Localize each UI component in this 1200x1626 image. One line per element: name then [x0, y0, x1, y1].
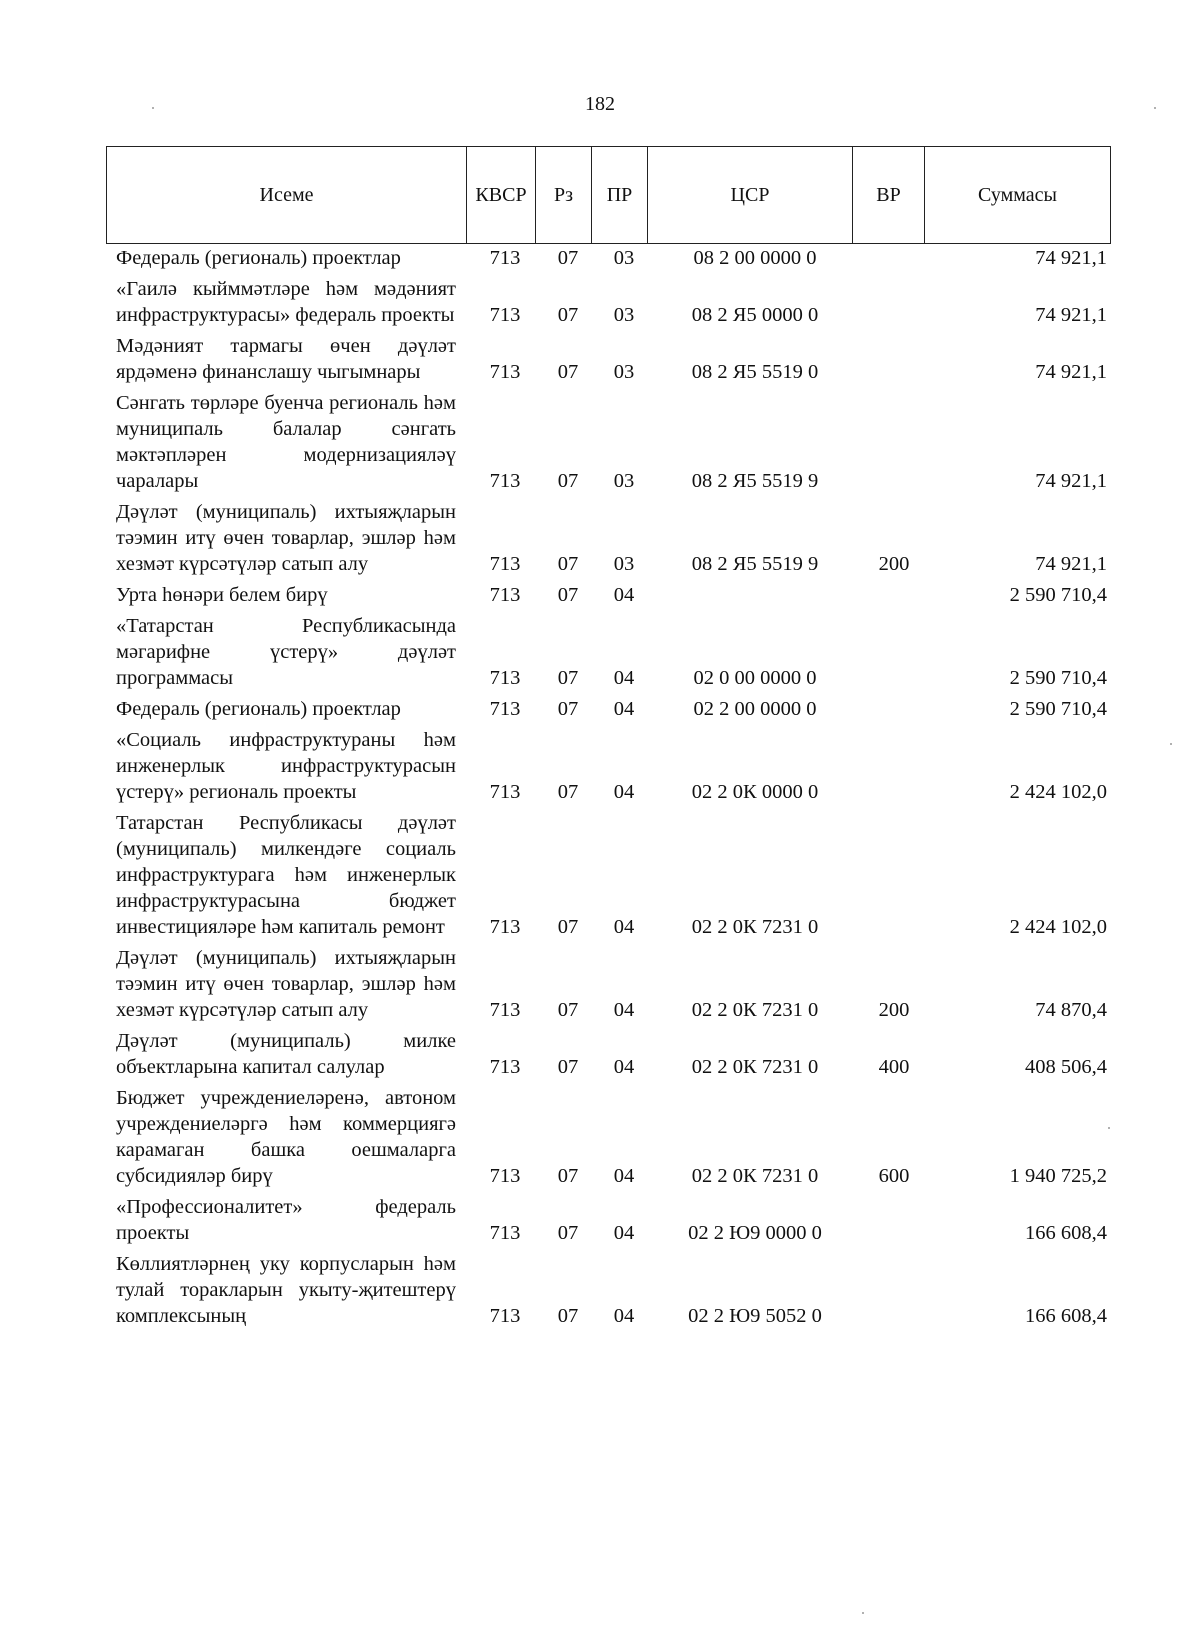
scan-speck: [1108, 1127, 1110, 1129]
row-kvsr: 713: [489, 698, 521, 720]
table-row: [116, 727, 1111, 805]
row-rz: 07: [557, 1056, 579, 1078]
row-rz: 07: [557, 781, 579, 803]
row-csr: 08 2 Я5 5519 9: [691, 470, 819, 492]
row-name: Дәүләт (муниципаль) ихтыяҗларын тәэмин итү өчен товарлар, эшләр һәм хезмәт күрсәтүләр сатып алу: [116, 947, 456, 1021]
row-csr: 02 2 0К 7231 0: [691, 999, 819, 1021]
row-csr: 02 2 0К 7231 0: [691, 916, 819, 938]
header-pr: ПР: [592, 147, 648, 243]
row-pr: 03: [613, 304, 635, 326]
row-sum: 2 590 710,4: [1009, 584, 1107, 606]
row-pr: 04: [613, 999, 635, 1021]
row-rz: 07: [557, 999, 579, 1021]
row-name: Дәүләт (муниципаль) ихтыяҗларын тәэмин итү өчен товарлар, эшләр һәм хезмәт күрсәтүләр сатып алу: [116, 501, 456, 575]
row-pr: 04: [613, 667, 635, 689]
row-vr: 400: [878, 1056, 910, 1078]
row-csr: 02 2 0К 7231 0: [691, 1165, 819, 1187]
row-vr: 600: [878, 1165, 910, 1187]
row-name: Дәүләт (муниципаль) милке объектларына капитал салулар: [116, 1030, 456, 1078]
row-name: Федераль (региональ) проектлар: [116, 698, 401, 720]
row-sum: 408 506,4: [1025, 1056, 1107, 1078]
table-row: [116, 390, 1111, 494]
row-rz: 07: [557, 553, 579, 575]
row-pr: 03: [613, 553, 635, 575]
row-rz: 07: [557, 916, 579, 938]
header-kvsr: КВСР: [467, 147, 536, 243]
row-rz: 07: [557, 304, 579, 326]
row-pr: 04: [613, 1165, 635, 1187]
scan-speck: [1170, 743, 1172, 745]
row-csr: 02 0 00 0000 0: [693, 667, 817, 689]
scan-speck: [862, 1612, 864, 1614]
row-csr: 08 2 00 0000 0: [693, 247, 817, 269]
row-sum: 74 921,1: [1035, 470, 1107, 492]
row-csr: 08 2 Я5 5519 9: [691, 553, 819, 575]
row-rz: 07: [557, 698, 579, 720]
row-pr: 04: [613, 584, 635, 606]
row-rz: 07: [557, 1305, 579, 1327]
row-pr: 04: [613, 698, 635, 720]
row-pr: 03: [613, 361, 635, 383]
row-csr: 08 2 Я5 0000 0: [691, 304, 819, 326]
table-row: [116, 1085, 1111, 1189]
row-kvsr: 713: [489, 304, 521, 326]
header-name: Исеме: [107, 147, 467, 243]
table-row: [116, 582, 1111, 608]
row-csr: 02 2 0К 7231 0: [691, 1056, 819, 1078]
scan-speck: [152, 107, 154, 109]
row-name: Федераль (региональ) проектлар: [116, 247, 401, 269]
row-name: Сәнгать төрләре буенча региональ һәм муниципаль балалар сәнгать мәктәпләрен модернизацияләү чаралары: [116, 392, 456, 492]
row-pr: 04: [613, 1305, 635, 1327]
table-row: [116, 245, 1111, 271]
row-rz: 07: [557, 361, 579, 383]
row-kvsr: 713: [489, 1222, 521, 1244]
row-name: Урта һөнәри белем бирү: [116, 584, 328, 606]
table-row: [116, 1194, 1111, 1246]
row-name: Бюджет учреждениеләренә, автоном учреждениеләргә һәм коммерциягә карамаган башка оешмаларга субсидияләр бирү: [116, 1087, 456, 1187]
table-row: [116, 333, 1111, 385]
row-rz: 07: [557, 1222, 579, 1244]
row-name: Татарстан Республикасы дәүләт (муниципаль) милкендәге социаль инфраструктурага һәм инженерлык инфраструктурасына бюджет инвестицияләре һәм капиталь ремонт: [116, 812, 456, 938]
row-sum: 1 940 725,2: [1009, 1165, 1107, 1187]
row-rz: 07: [557, 247, 579, 269]
row-sum: 74 921,1: [1035, 247, 1107, 269]
row-kvsr: 713: [489, 553, 521, 575]
table-row: [116, 1251, 1111, 1329]
row-sum: 2 424 102,0: [1009, 916, 1107, 938]
row-csr: 02 2 0К 0000 0: [691, 781, 819, 803]
row-vr: 200: [878, 999, 910, 1021]
row-name: «Социаль инфраструктураны һәм инженерлык инфраструктурасын үстерү» региональ проекты: [116, 729, 456, 803]
table-row: [116, 276, 1111, 328]
row-sum: 74 921,1: [1035, 304, 1107, 326]
header-csr: ЦСР: [648, 147, 853, 243]
table-row: [116, 499, 1111, 577]
row-name: Көллиятләрнең уку корпусларын һәм тулай торакларын укыту-җитештерү комплексының: [116, 1253, 456, 1327]
row-rz: 07: [557, 470, 579, 492]
table-header: [106, 146, 1111, 244]
row-csr: 02 2 00 0000 0: [693, 698, 817, 720]
row-name: «Гаилә кыйммәтләре һәм мәдәният инфраструктурасы» федераль проекты: [116, 278, 456, 326]
row-pr: 04: [613, 916, 635, 938]
row-pr: 03: [613, 247, 635, 269]
row-sum: 74 870,4: [1035, 999, 1107, 1021]
row-sum: 74 921,1: [1035, 553, 1107, 575]
table-row: [116, 945, 1111, 1023]
row-name: Мәдәният тармагы өчен дәүләт ярдәменә финанслашу чыгымнары: [116, 335, 456, 383]
row-kvsr: 713: [489, 1165, 521, 1187]
row-kvsr: 713: [489, 999, 521, 1021]
row-name: «Татарстан Республикасында мәгарифне үстерү» дәүләт программасы: [116, 615, 456, 689]
row-kvsr: 713: [489, 916, 521, 938]
row-rz: 07: [557, 584, 579, 606]
table-body: [116, 245, 1111, 1334]
row-pr: 04: [613, 1222, 635, 1244]
row-name: «Профессионалитет» федераль проекты: [116, 1196, 456, 1244]
row-kvsr: 713: [489, 247, 521, 269]
header-rz: Рз: [536, 147, 592, 243]
row-pr: 03: [613, 470, 635, 492]
header-sum: Суммасы: [978, 183, 1057, 206]
row-pr: 04: [613, 1056, 635, 1078]
table-row: [116, 1028, 1111, 1080]
row-vr: 200: [878, 553, 910, 575]
row-csr: 02 2 Ю9 0000 0: [688, 1222, 822, 1244]
row-sum: 166 608,4: [1025, 1305, 1107, 1327]
row-kvsr: 713: [489, 1056, 521, 1078]
row-rz: 07: [557, 1165, 579, 1187]
row-sum: 74 921,1: [1035, 361, 1107, 383]
row-pr: 04: [613, 781, 635, 803]
row-kvsr: 713: [489, 667, 521, 689]
row-sum: 166 608,4: [1025, 1222, 1107, 1244]
row-sum: 2 424 102,0: [1009, 781, 1107, 803]
row-sum: 2 590 710,4: [1009, 698, 1107, 720]
row-kvsr: 713: [489, 361, 521, 383]
header-vr: ВР: [853, 147, 925, 243]
row-kvsr: 713: [489, 781, 521, 803]
page-number: 182: [585, 93, 615, 115]
scan-speck: [1154, 107, 1156, 109]
row-csr: 02 2 Ю9 5052 0: [688, 1305, 822, 1327]
row-kvsr: 713: [489, 1305, 521, 1327]
row-kvsr: 713: [489, 584, 521, 606]
row-kvsr: 713: [489, 470, 521, 492]
row-rz: 07: [557, 667, 579, 689]
table-row: [116, 810, 1111, 940]
table-row: [116, 613, 1111, 691]
row-sum: 2 590 710,4: [1009, 667, 1107, 689]
row-csr: 08 2 Я5 5519 0: [691, 361, 819, 383]
table-row: [116, 696, 1111, 722]
